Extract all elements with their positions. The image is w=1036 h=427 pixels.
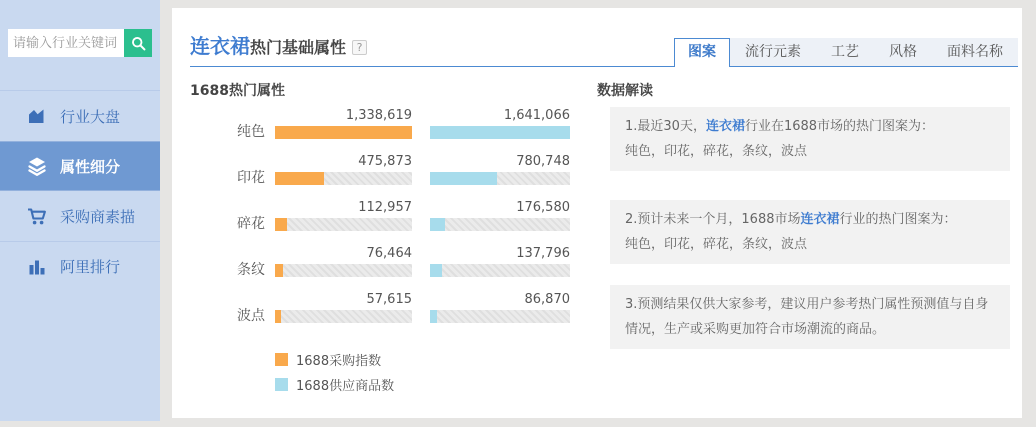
bar-fill bbox=[275, 218, 287, 231]
bar-cell bbox=[430, 108, 570, 139]
tab-fabric-name[interactable]: 面料名称 bbox=[932, 38, 1018, 66]
legend-label: 1688采购指数 bbox=[296, 354, 382, 369]
sidebar-menu bbox=[0, 90, 160, 291]
bar-fill bbox=[275, 264, 283, 277]
bar-track bbox=[430, 264, 570, 277]
industry-search bbox=[8, 29, 152, 57]
layers-icon bbox=[27, 156, 47, 176]
chart-row bbox=[190, 108, 570, 139]
chart-row bbox=[190, 292, 570, 323]
sidebar-item-label: 行业大盘 bbox=[60, 107, 121, 126]
bar-cell bbox=[275, 246, 412, 277]
legend-item bbox=[275, 375, 394, 394]
help-icon[interactable]: ? bbox=[352, 40, 367, 55]
sidebar-item-industry-overview[interactable] bbox=[0, 91, 160, 141]
area-chart-icon bbox=[27, 106, 47, 126]
tab-trend-elements[interactable]: 流行元素 bbox=[730, 38, 816, 66]
insight-text: 纯色，印花，碎花，条纹，波点 bbox=[625, 144, 808, 159]
insight-text: 3.预测结果仅供大家参考，建议用户参考热门属性预测值与自身情况，生产或采购更加符合市场潮流的商品。 bbox=[625, 297, 989, 337]
insight-text: 1.最近30天， bbox=[625, 119, 706, 134]
bar-track bbox=[275, 218, 412, 231]
bar-track bbox=[275, 264, 412, 277]
search-icon bbox=[130, 35, 147, 52]
bar-value-label: 137,796 bbox=[516, 246, 570, 261]
tab-pattern[interactable]: 图案 bbox=[674, 38, 730, 67]
bar-fill bbox=[275, 126, 412, 139]
main-panel bbox=[172, 8, 1022, 418]
bar-category-label: 纯色 bbox=[237, 124, 265, 140]
bar-track bbox=[275, 310, 412, 323]
bar-fill bbox=[430, 218, 445, 231]
bar-track bbox=[430, 172, 570, 185]
legend-label: 1688供应商品数 bbox=[296, 379, 395, 394]
attribute-tabs bbox=[674, 38, 1018, 66]
tab-style[interactable]: 风格 bbox=[874, 38, 932, 66]
legend-item bbox=[275, 350, 394, 369]
page-title-suffix: 热门基础属性 bbox=[250, 38, 347, 57]
sidebar-item-ali-ranking[interactable] bbox=[0, 241, 160, 291]
industry-keyword: 连衣裙 bbox=[190, 34, 250, 58]
bar-track bbox=[275, 172, 412, 185]
bar-value-label: 176,580 bbox=[516, 200, 570, 215]
header-divider bbox=[190, 66, 1018, 67]
bar-fill bbox=[430, 310, 437, 323]
insight-block-3 bbox=[610, 285, 1010, 349]
bar-cell bbox=[430, 292, 570, 323]
bar-value-label: 475,873 bbox=[358, 154, 412, 169]
bar-category-label: 碎花 bbox=[237, 216, 265, 232]
insight-text: 2.预计未来一个月，1688市场 bbox=[625, 212, 801, 227]
bar-value-label: 57,615 bbox=[366, 292, 412, 307]
chart-title: 1688热门属性 bbox=[190, 83, 285, 99]
bar-fill bbox=[430, 264, 442, 277]
bar-cell bbox=[275, 154, 412, 185]
bar-value-label: 1,641,066 bbox=[503, 108, 570, 123]
bar-chart-icon bbox=[27, 257, 47, 277]
hot-attribute-chart bbox=[190, 108, 570, 338]
insight-text: 行业的热门图案为： bbox=[839, 212, 957, 227]
cart-icon bbox=[27, 206, 47, 226]
bar-fill bbox=[275, 172, 324, 185]
bar-fill bbox=[275, 310, 281, 323]
bar-value-label: 112,957 bbox=[358, 200, 412, 215]
insight-text: 行业在1688市场的热门图案为： bbox=[744, 119, 935, 134]
sidebar-item-label: 阿里排行 bbox=[60, 258, 121, 276]
bar-cell bbox=[275, 292, 412, 323]
bar-value-label: 780,748 bbox=[516, 154, 570, 169]
bar-value-label: 86,870 bbox=[524, 292, 570, 307]
purchase-index-swatch bbox=[275, 353, 288, 366]
sidebar-item-buyer-profile[interactable] bbox=[0, 191, 160, 241]
bar-value-label: 1,338,619 bbox=[345, 108, 412, 123]
bar-fill bbox=[430, 172, 497, 185]
bar-cell bbox=[430, 200, 570, 231]
tab-craft[interactable]: 工艺 bbox=[816, 38, 874, 66]
insight-block-2 bbox=[610, 200, 1010, 264]
bar-cell bbox=[430, 246, 570, 277]
sidebar-item-label: 属性细分 bbox=[60, 157, 121, 176]
insights-title: 数据解读 bbox=[597, 83, 653, 99]
sidebar-item-attribute-breakdown[interactable] bbox=[0, 141, 160, 191]
chart-row bbox=[190, 154, 570, 185]
bar-track bbox=[430, 126, 570, 139]
bar-track bbox=[275, 126, 412, 139]
bar-cell bbox=[275, 108, 412, 139]
chart-legend bbox=[275, 350, 394, 400]
bar-value-label: 76,464 bbox=[366, 246, 412, 261]
insight-text: 纯色，印花，碎花，条纹，波点 bbox=[625, 237, 808, 252]
bar-track bbox=[430, 218, 570, 231]
bar-category-label: 波点 bbox=[237, 308, 265, 324]
bar-track bbox=[430, 310, 570, 323]
insight-keyword: 连衣裙 bbox=[800, 212, 840, 227]
sidebar bbox=[0, 0, 160, 421]
bar-category-label: 条纹 bbox=[237, 262, 265, 278]
chart-row bbox=[190, 246, 570, 277]
insight-keyword: 连衣裙 bbox=[705, 119, 745, 134]
bar-cell bbox=[430, 154, 570, 185]
chart-row bbox=[190, 200, 570, 231]
bar-cell bbox=[275, 200, 412, 231]
bar-fill bbox=[430, 126, 570, 139]
page-title bbox=[190, 30, 367, 59]
search-button[interactable] bbox=[124, 29, 152, 57]
bar-category-label: 印花 bbox=[237, 170, 265, 186]
sidebar-item-label: 采购商素描 bbox=[60, 207, 136, 226]
insight-block-1 bbox=[610, 107, 1010, 171]
search-input[interactable] bbox=[8, 29, 124, 57]
supply-count-swatch bbox=[275, 378, 288, 391]
